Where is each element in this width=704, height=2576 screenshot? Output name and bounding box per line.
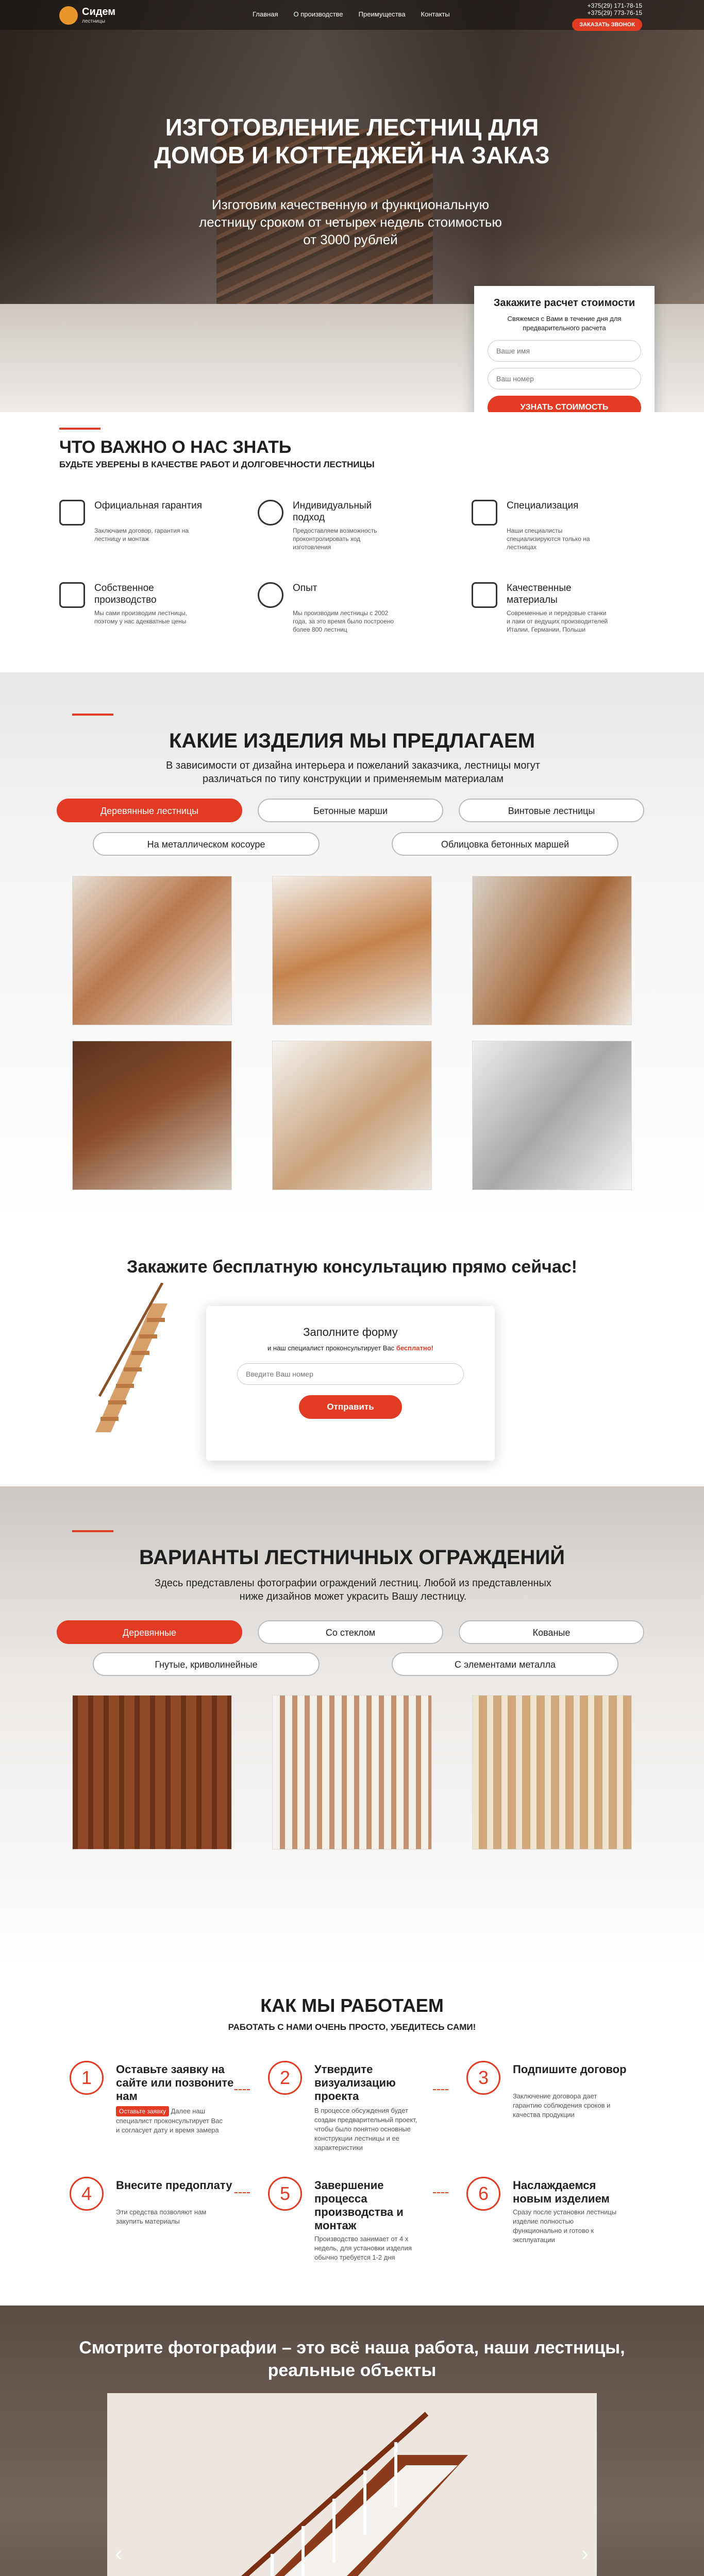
about-subtitle: БУДЬТЕ УВЕРЕНЫ В КАЧЕСТВЕ РАБОТ И ДОЛГОВЕЧНОСТИ ЛЕСТНИЦЫ	[59, 460, 375, 469]
step-arrow	[433, 2089, 448, 2099]
feature-text: Предоставляем возможность проконтролировать ход изготовления	[293, 527, 377, 551]
railings-section	[0, 1486, 704, 1965]
feature-title: Индивидуальный подход	[293, 500, 372, 523]
gallery-title-line-1: Смотрите фотографии – это всё наша работа, наши лестницы,	[79, 2338, 625, 2358]
about-title: ЧТО ВАЖНО О НАС ЗНАТЬ	[59, 437, 292, 457]
step-text: В процессе обсуждения будет создан предварительный проект, чтобы было понятно основные конструкции лестницы и ее характеристики	[314, 2107, 417, 2151]
calc-name-input[interactable]	[488, 340, 641, 362]
feature-title: Опыт	[293, 583, 317, 594]
factory-icon	[59, 582, 85, 608]
railing-photo[interactable]	[472, 1695, 632, 1850]
consult-form-text-free: бесплатно!	[396, 1344, 433, 1352]
step-number: 4	[70, 2177, 104, 2211]
step-text: Эти средства позволяют нам закупить материалы	[116, 2208, 207, 2225]
step-arrow	[234, 2089, 250, 2099]
railings-desc: Здесь представлены фотографии ограждений лестниц. Любой из представленных ниже дизайнов может украсить Вашу лестницу.	[155, 1578, 551, 1602]
top-bar	[0, 0, 704, 30]
step-number: 2	[268, 2061, 302, 2095]
step-title: Подпишите договор	[513, 2063, 627, 2076]
gallery-section	[0, 2306, 704, 2576]
calc-text: Свяжемся с Вами в течение дня для предварительного расчета	[507, 315, 622, 332]
consult-submit-button[interactable]: Отправить	[299, 1395, 402, 1419]
product-photo[interactable]	[272, 876, 432, 1025]
hero-title	[0, 113, 704, 169]
logo-icon	[59, 6, 78, 25]
callback-button[interactable]: ЗАКАЗАТЬ ЗВОНОК	[572, 19, 642, 31]
step-text	[116, 2106, 224, 2135]
tab-concrete-flights[interactable]: Бетонные марши	[258, 799, 443, 822]
header-contacts	[572, 2, 642, 31]
calc-phone-input[interactable]	[488, 368, 641, 389]
feature-title: Официальная гарантия	[94, 500, 203, 511]
hero-title-line-2: ДОМОВ И КОТТЕДЖЕЙ НА ЗАКАЗ	[154, 142, 550, 168]
nav-item-advantages[interactable]: Преимущества	[358, 10, 406, 18]
tab-wooden-stairs[interactable]: Деревянные лестницы	[57, 799, 242, 822]
tab-metal-railings[interactable]: С элементами металла	[392, 1652, 618, 1676]
step-number: 5	[268, 2177, 302, 2211]
calc-title: Закажите расчет стоимости	[493, 297, 635, 309]
consult-form-text-main: и наш специалист проконсультирует Вас	[267, 1344, 395, 1352]
product-photo[interactable]	[72, 876, 232, 1025]
header-phone-2[interactable]: +375(29) 773-76-15	[587, 9, 642, 16]
gallery-title-line-2: реальные объекты	[267, 2361, 437, 2380]
tab-wooden-railings[interactable]: Деревянные	[57, 1620, 242, 1644]
step-number: 1	[70, 2061, 104, 2095]
about-section	[0, 412, 704, 672]
ruler-icon	[472, 582, 497, 608]
step-number: 3	[466, 2061, 500, 2095]
step-number: 6	[466, 2177, 500, 2211]
feature-text: Мы сами производим лестницы, поэтому у нас адекватные цены	[94, 609, 188, 625]
consult-form-text	[206, 1344, 495, 1352]
handshake-icon	[258, 500, 283, 526]
gallery-staircase-image	[107, 2393, 597, 2576]
consult-form	[206, 1306, 495, 1461]
tab-glass-railings[interactable]: Со стеклом	[258, 1620, 443, 1644]
gallery-title	[0, 2336, 704, 2382]
how-subtitle: РАБОТАТЬ С НАМИ ОЧЕНЬ ПРОСТО, УБЕДИТЕСЬ САМИ!	[228, 2022, 476, 2032]
feature-text: Современные и передовые станки и лаки от ведущих производителей Италии, Германии, Польши	[507, 609, 608, 633]
product-photo[interactable]	[272, 1041, 432, 1190]
gallery-main-photo[interactable]	[107, 2393, 597, 2576]
feature-title: Качественные материалы	[507, 583, 572, 605]
staircase-illustration	[90, 1283, 173, 1437]
step-text-body: Далее наш специалист проконсультирует Вас и согласует дату и время замера	[116, 2107, 223, 2134]
logo-title: Сидем	[82, 6, 116, 18]
feature-text: Заключаем договор, гарантия на лестницу и монтаж	[94, 527, 189, 543]
section-divider	[72, 714, 113, 716]
nav-item-production[interactable]: О производстве	[293, 10, 343, 18]
step-title: Оставьте заявку на сайте или позвоните нам	[116, 2063, 234, 2103]
tab-spiral-stairs[interactable]: Винтовые лестницы	[459, 799, 644, 822]
logo[interactable]	[59, 4, 137, 27]
product-photo[interactable]	[472, 876, 632, 1025]
feature-title: Собственное производство	[94, 583, 157, 605]
how-title: КАК МЫ РАБОТАЕМ	[260, 1995, 444, 2016]
hero-subtitle: Изготовим качественную и функциональную лестницу сроком от четырех недель стоимостью от 3000 рублей	[199, 197, 502, 247]
product-photo[interactable]	[472, 1041, 632, 1190]
step-text: Производство занимает от 4 х недель, для установки изделия обычно требуется 1-2 дня	[314, 2235, 412, 2261]
header-phone-1[interactable]: +375(29) 171-78-15	[587, 2, 642, 9]
consult-title: Закажите бесплатную консультацию прямо сейчас!	[127, 1257, 577, 1277]
railing-photo[interactable]	[272, 1695, 432, 1850]
document-icon	[59, 500, 85, 526]
products-desc: В зависимости от дизайна интерьера и пожеланий заказчика, лестницы могут различаться по типу конструкции и применяемым материалам	[166, 760, 540, 785]
railings-title: ВАРИАНТЫ ЛЕСТНИЧНЫХ ОГРАЖДЕНИЙ	[139, 1546, 565, 1569]
step-text: Сразу после установки лестницы изделие полностью функционально и готово к эксплуатации	[513, 2208, 617, 2244]
consult-phone-input[interactable]	[237, 1363, 464, 1385]
gallery-prev-arrow[interactable]: ‹	[115, 2543, 122, 2565]
logo-subtitle: лестницы	[82, 19, 105, 24]
feature-text: Наши специалисты специализируются только на лестницах	[507, 527, 590, 551]
section-divider	[59, 428, 100, 430]
tab-curved-railings[interactable]: Гнутые, криволинейные	[93, 1652, 320, 1676]
product-photo[interactable]	[72, 1041, 232, 1190]
hero-section	[0, 0, 704, 412]
how-we-work-section	[0, 1965, 704, 2306]
step-title: Наслаждаемся новым изделием	[513, 2179, 610, 2205]
step-title: Утвердите визуализацию проекта	[314, 2063, 396, 2103]
consult-section	[0, 1226, 704, 1486]
get-price-button[interactable]: УЗНАТЬ СТОИМОСТЬ	[488, 396, 641, 412]
nav-item-home[interactable]: Главная	[253, 10, 278, 18]
nav-item-contacts[interactable]: Контакты	[421, 10, 450, 18]
head-icon	[258, 582, 283, 608]
hero-title-line-1: ИЗГОТОВЛЕНИЕ ЛЕСТНИЦ ДЛЯ	[165, 114, 539, 141]
products-title: КАКИЕ ИЗДЕЛИЯ МЫ ПРЕДЛАГАЕМ	[169, 730, 535, 752]
step-text: Заключение договора дает гарантию соблюдения сроков и качества продукции	[513, 2092, 611, 2119]
feature-text: Мы производим лестницы с 2002 года, за это время было построено более 800 лестниц	[293, 609, 394, 633]
feature-title: Специализация	[507, 500, 579, 511]
leave-request-link[interactable]: Оставьте заявку	[116, 2106, 169, 2116]
step-title: Внесите предоплату	[116, 2179, 232, 2192]
railing-photo[interactable]	[72, 1695, 232, 1850]
step-arrow	[234, 2192, 250, 2202]
gallery-next-arrow[interactable]: ›	[581, 2543, 589, 2565]
section-divider	[72, 1530, 113, 1532]
main-nav	[253, 10, 450, 18]
tools-icon	[472, 500, 497, 526]
tab-concrete-cladding[interactable]: Облицовка бетонных маршей	[392, 832, 618, 856]
products-section	[0, 672, 704, 1226]
price-calc-form	[474, 286, 655, 412]
step-title: Завершение процесса производства и монтаж	[314, 2179, 404, 2232]
step-arrow	[433, 2192, 448, 2202]
tab-metal-stringer[interactable]: На металлическом косоуре	[93, 832, 320, 856]
consult-form-title: Заполните форму	[303, 1326, 398, 1338]
tab-forged-railings[interactable]: Кованые	[459, 1620, 644, 1644]
